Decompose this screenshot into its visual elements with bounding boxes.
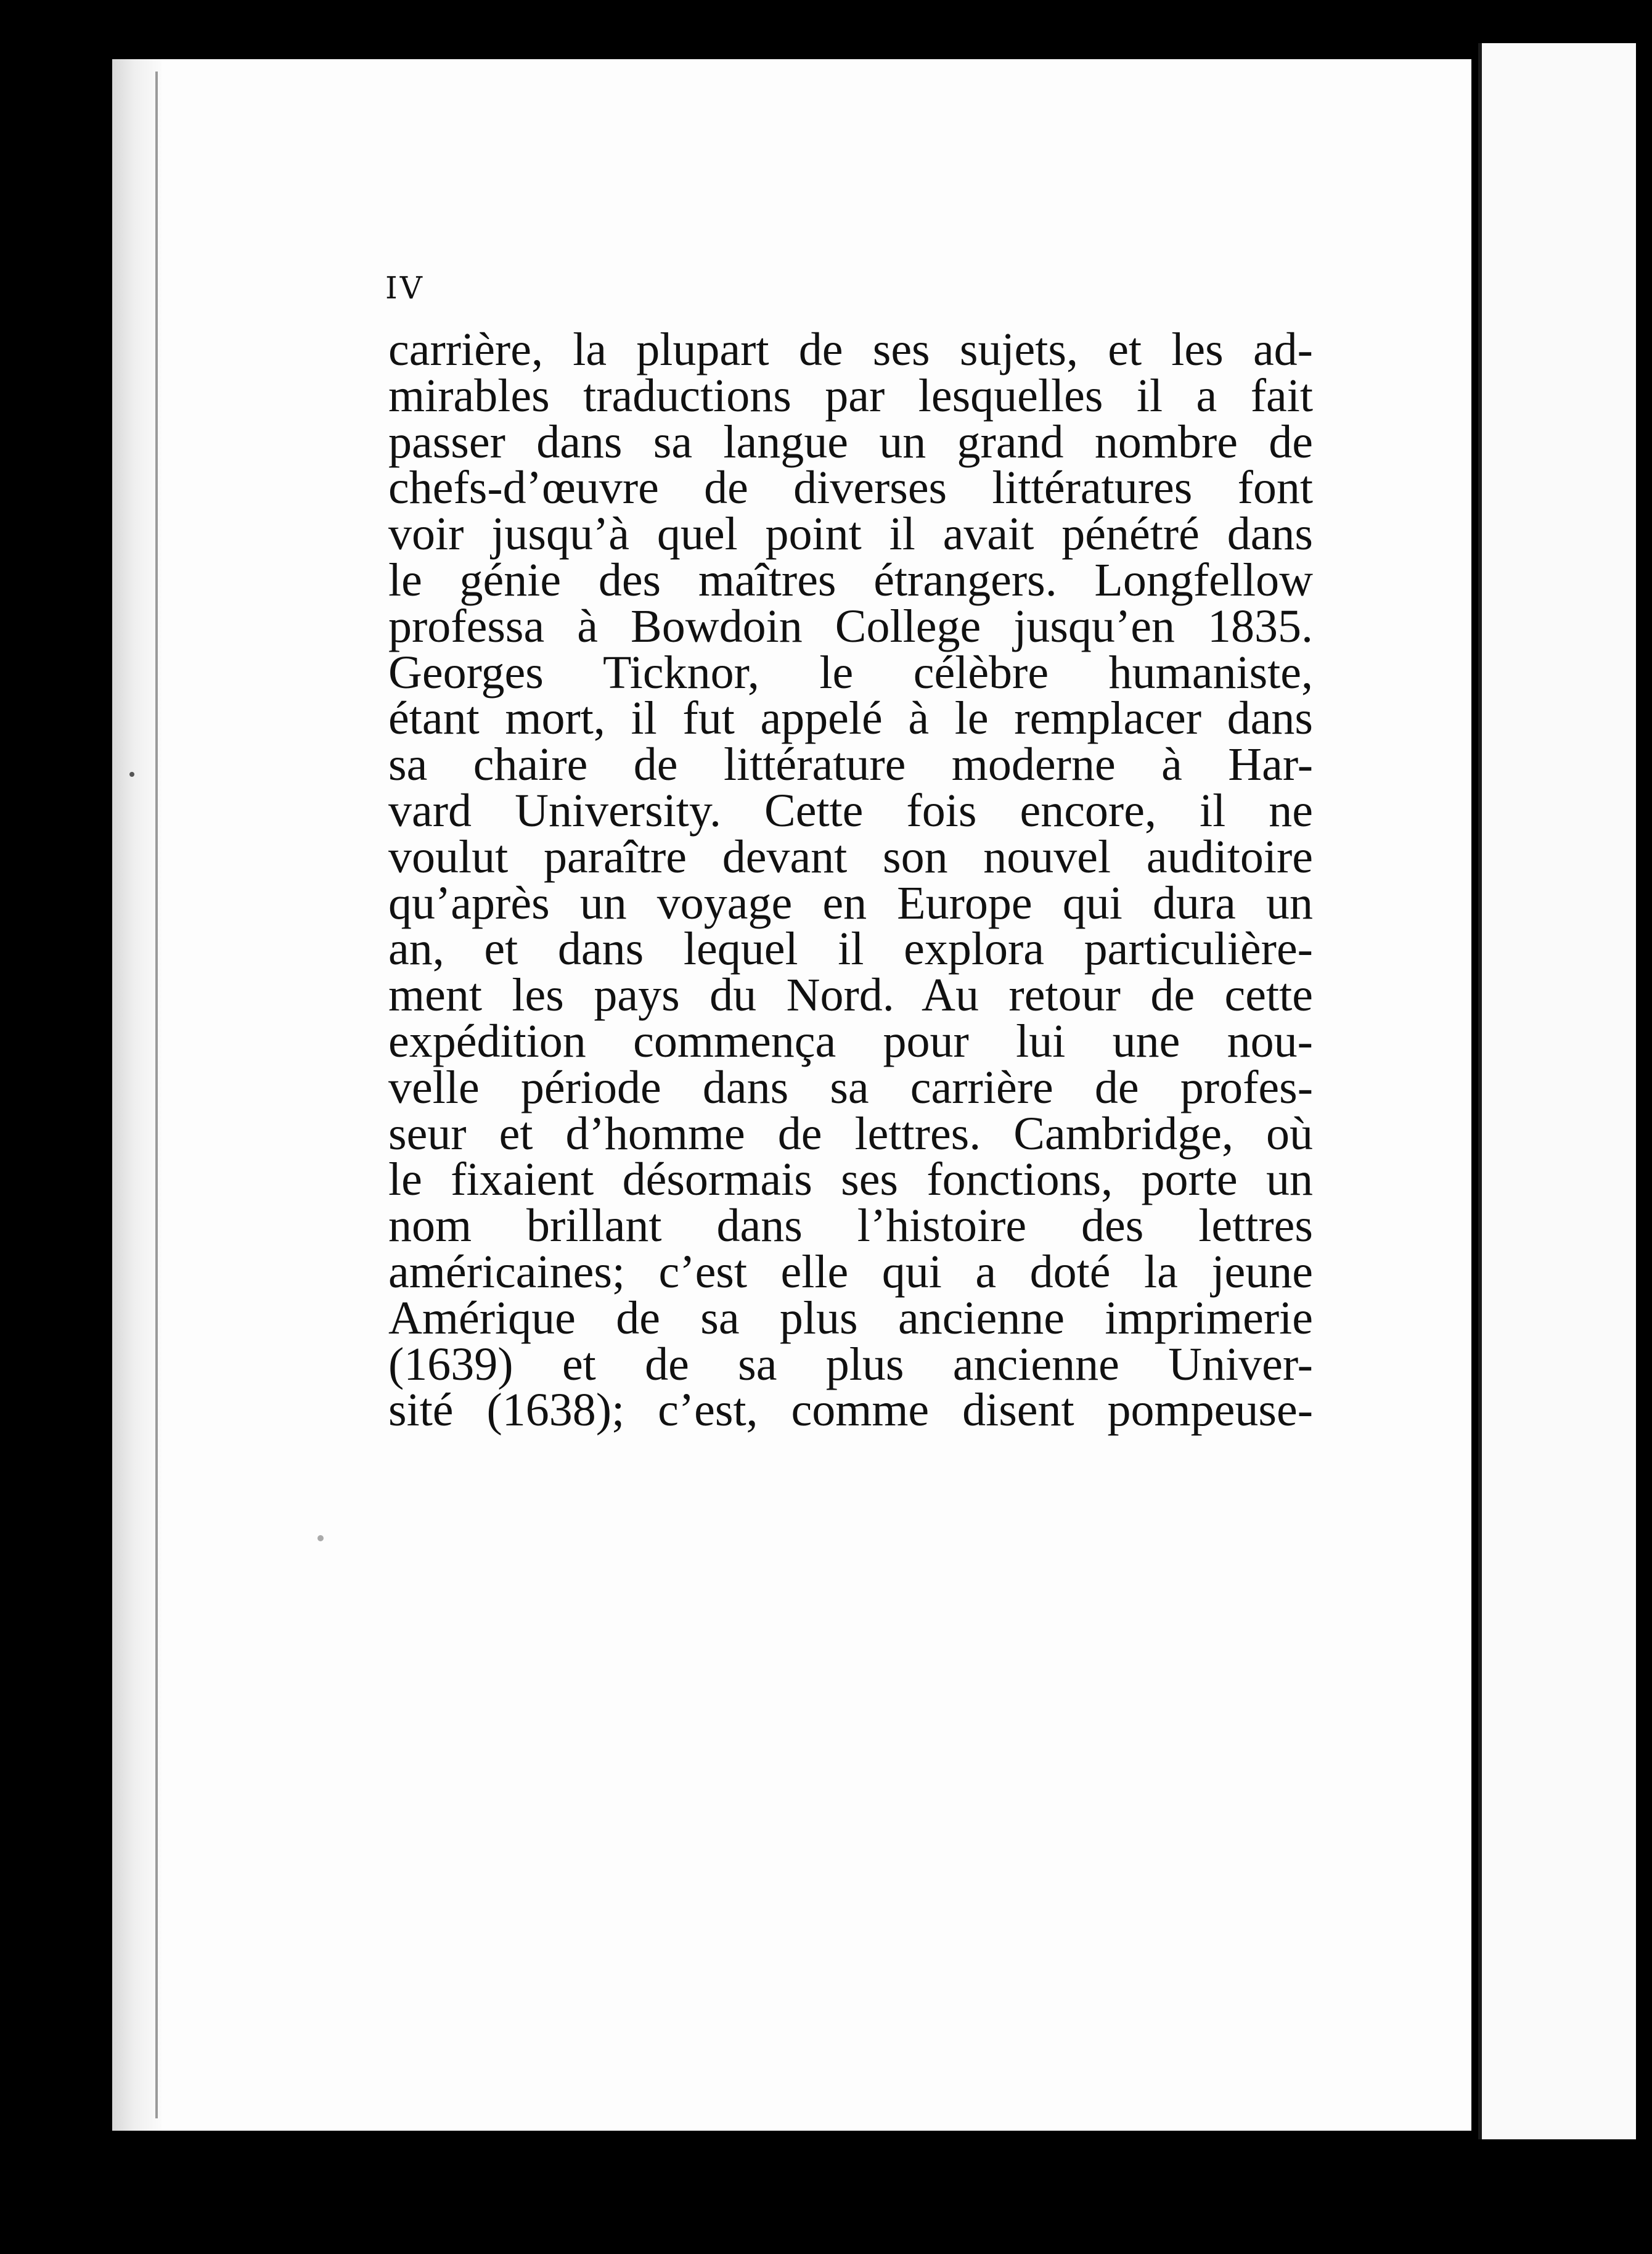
binding-shadow-line — [155, 72, 158, 2118]
text-line: carrière, la plupart de ses sujets, et les ad- — [388, 324, 1313, 375]
text-line: voir jusqu’à quel point il avait pénétré dans — [388, 508, 1313, 560]
text-line: vard University. Cette fois encore, il ne — [388, 784, 1313, 837]
text-line: Georges Ticknor, le célèbre humaniste, — [388, 646, 1313, 699]
text-line: voulut paraître devant son nouvel auditoire — [388, 830, 1313, 883]
text-line: seur et d’homme de lettres. Cambridge, où — [388, 1107, 1313, 1160]
text-line: sité (1638); c’est, comme disent pompeuse- — [388, 1384, 1313, 1436]
text-line: américaines; c’est elle qui a doté la jeune — [388, 1245, 1313, 1298]
adjacent-page-edge — [1478, 43, 1636, 2139]
text-line: passer dans sa langue un grand nombre de — [388, 416, 1313, 468]
text-line: chefs-d’œuvre de diverses littératures font — [388, 462, 1313, 514]
page-body-text — [388, 324, 1313, 1436]
text-line: (1639) et de sa plus ancienne Univer- — [388, 1338, 1313, 1390]
text-line: Amérique de sa plus ancienne imprimerie — [388, 1292, 1313, 1344]
scan-speck — [317, 1535, 324, 1541]
text-line: professa à Bowdoin College jusqu’en 1835. — [388, 600, 1313, 652]
page-number: IV — [385, 270, 425, 306]
text-line: nom brillant dans l’histoire des lettres — [388, 1200, 1313, 1252]
text-line: expédition commença pour lui une nou- — [388, 1015, 1313, 1067]
text-line: étant mort, il fut appelé à le remplacer dans — [388, 692, 1313, 745]
text-line: velle période dans sa carrière de profes- — [388, 1061, 1313, 1113]
text-line: an, et dans lequel il explora particulière- — [388, 923, 1313, 975]
text-line: ment les pays du Nord. Au retour de cette — [388, 969, 1313, 1022]
scan-speck — [129, 772, 134, 777]
text-line: sa chaire de littérature moderne à Har- — [388, 739, 1313, 791]
text-line: le fixaient désormais ses fonctions, porte un — [388, 1154, 1313, 1206]
text-line: le génie des maîtres étrangers. Longfellow — [388, 554, 1313, 606]
text-line: qu’après un voyage en Europe qui dura un — [388, 877, 1313, 929]
page-binding-edge — [112, 59, 162, 2131]
text-line: mirables traductions par lesquelles il a fait — [388, 369, 1313, 422]
